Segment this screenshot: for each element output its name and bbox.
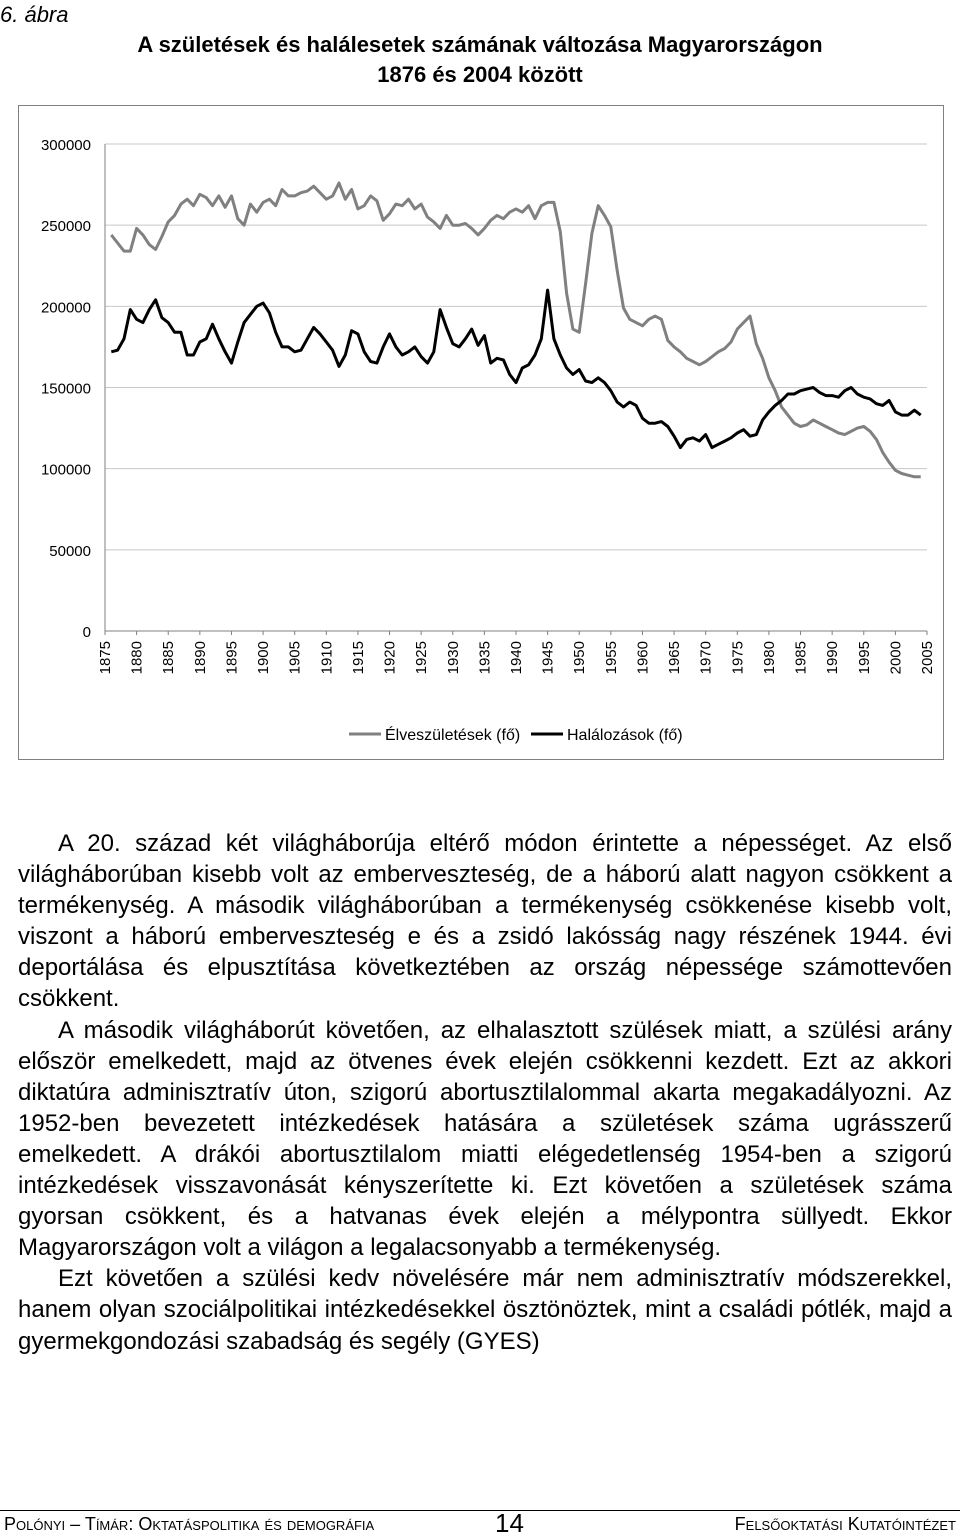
x-tick-label: 1920 xyxy=(381,641,399,675)
x-tick-label: 2000 xyxy=(887,641,905,675)
x-tick-label: 1960 xyxy=(634,641,652,675)
footer-authors: Polónyi – Tímár: Oktatáspolitika és demográfia xyxy=(4,1514,375,1534)
x-tick-label: 1990 xyxy=(824,641,842,675)
x-tick-label: 1900 xyxy=(255,641,273,675)
x-tick-label: 1925 xyxy=(413,641,431,675)
x-tick-label: 1975 xyxy=(729,641,747,675)
footer-rule xyxy=(0,1510,960,1511)
figure-label: 6. ábra xyxy=(0,2,69,27)
body-text xyxy=(18,828,952,1357)
x-tick-label: 1935 xyxy=(476,641,494,675)
legend-label-deaths: Halálozások (fő) xyxy=(567,727,683,744)
y-tick-label: 100000 xyxy=(40,461,91,479)
x-tick-label: 1905 xyxy=(286,641,304,675)
page-number: 14 xyxy=(495,1508,524,1538)
legend-label-births: Élveszületések (fő) xyxy=(385,727,521,744)
x-tick-label: 1980 xyxy=(760,641,778,675)
paragraph-3: Ezt követően a szülési kedv növelésére már nem adminisztratív módszerekkel, hanem olyan szociálpolitikai intézkedésekkel ösztönöztek, mint a családi pótlék, majd a gyermekgondozási szabadság és segély (GYES) xyxy=(18,1265,952,1355)
y-tick-label: 300000 xyxy=(40,137,91,154)
x-tick-label: 1875 xyxy=(97,641,114,675)
paragraph-2: A második világháborút követően, az elhalasztott szülések miatt, a szülési arány először emelkedett, majd az ötvenes évek elején csökkenni kezdett. Ezt az akkori diktatúra adminisztratív úton, szigorú abortusztilalommal akarta megakadályozni. Az 1952-ben bevezetett intézkedések hatására a születések száma ugrásszerű emelkedett. A drákói abortusztilalom miatti elégedetlenség 1954-ben a szigorú intézkedések visszavonását kényszerítette ki. Ezt követően a születések száma gyorsan csökkent, és a hatvanas évek elején a mélypontra süllyedt. Ekkor Magyarországon volt a világon a legalacsonyabb a termékenység. xyxy=(18,1016,952,1262)
deaths-series-line xyxy=(111,290,920,448)
x-tick-label: 1910 xyxy=(318,641,336,675)
figure-title-line2: 1876 és 2004 között xyxy=(377,62,583,87)
x-tick-label: 1915 xyxy=(349,641,367,675)
births-series-line xyxy=(111,183,920,477)
y-tick-label: 200000 xyxy=(40,299,91,317)
y-tick-label: 0 xyxy=(82,624,91,641)
footer-institute: Felsőoktatási Kutatóintézet xyxy=(734,1514,956,1534)
x-tick-label: 1950 xyxy=(571,641,589,675)
footer xyxy=(0,1508,960,1538)
x-tick-label: 1945 xyxy=(539,641,557,675)
y-tick-label: 250000 xyxy=(40,218,91,236)
y-tick-label: 50000 xyxy=(49,542,91,560)
x-tick-label: 1985 xyxy=(792,641,810,675)
x-tick-label: 1955 xyxy=(602,641,620,675)
paragraph-1: A 20. század két világháborúja eltérő módon érintette a népességet. Az első világháborúban kisebb volt az emberveszteség, de a háború alatt nagyon csökkent a termékenység. A második világháborúban a termékenység csökkenése kisebb volt, viszont a háború emberveszteség e és a zsidó lakósság nagy részének 1944. évi deportálása és elpusztítása következtében az ország népessége számottevően csökkent. xyxy=(18,830,952,1013)
x-tick-label: 1880 xyxy=(128,641,146,675)
y-tick-label: 150000 xyxy=(40,380,91,398)
chart-frame xyxy=(18,105,944,760)
x-tick-label: 1965 xyxy=(666,641,684,675)
x-tick-label: 2005 xyxy=(919,641,936,675)
figure-title-line1: A születések és halálesetek számának változása Magyarországon xyxy=(137,32,823,57)
x-tick-label: 1890 xyxy=(191,641,209,675)
x-tick-label: 1895 xyxy=(223,641,241,675)
x-tick-label: 1930 xyxy=(444,641,462,675)
x-tick-label: 1940 xyxy=(508,641,525,675)
x-tick-label: 1970 xyxy=(697,641,715,675)
x-tick-label: 1885 xyxy=(160,641,178,675)
x-tick-label: 1995 xyxy=(855,641,873,675)
line-chart xyxy=(19,106,943,759)
